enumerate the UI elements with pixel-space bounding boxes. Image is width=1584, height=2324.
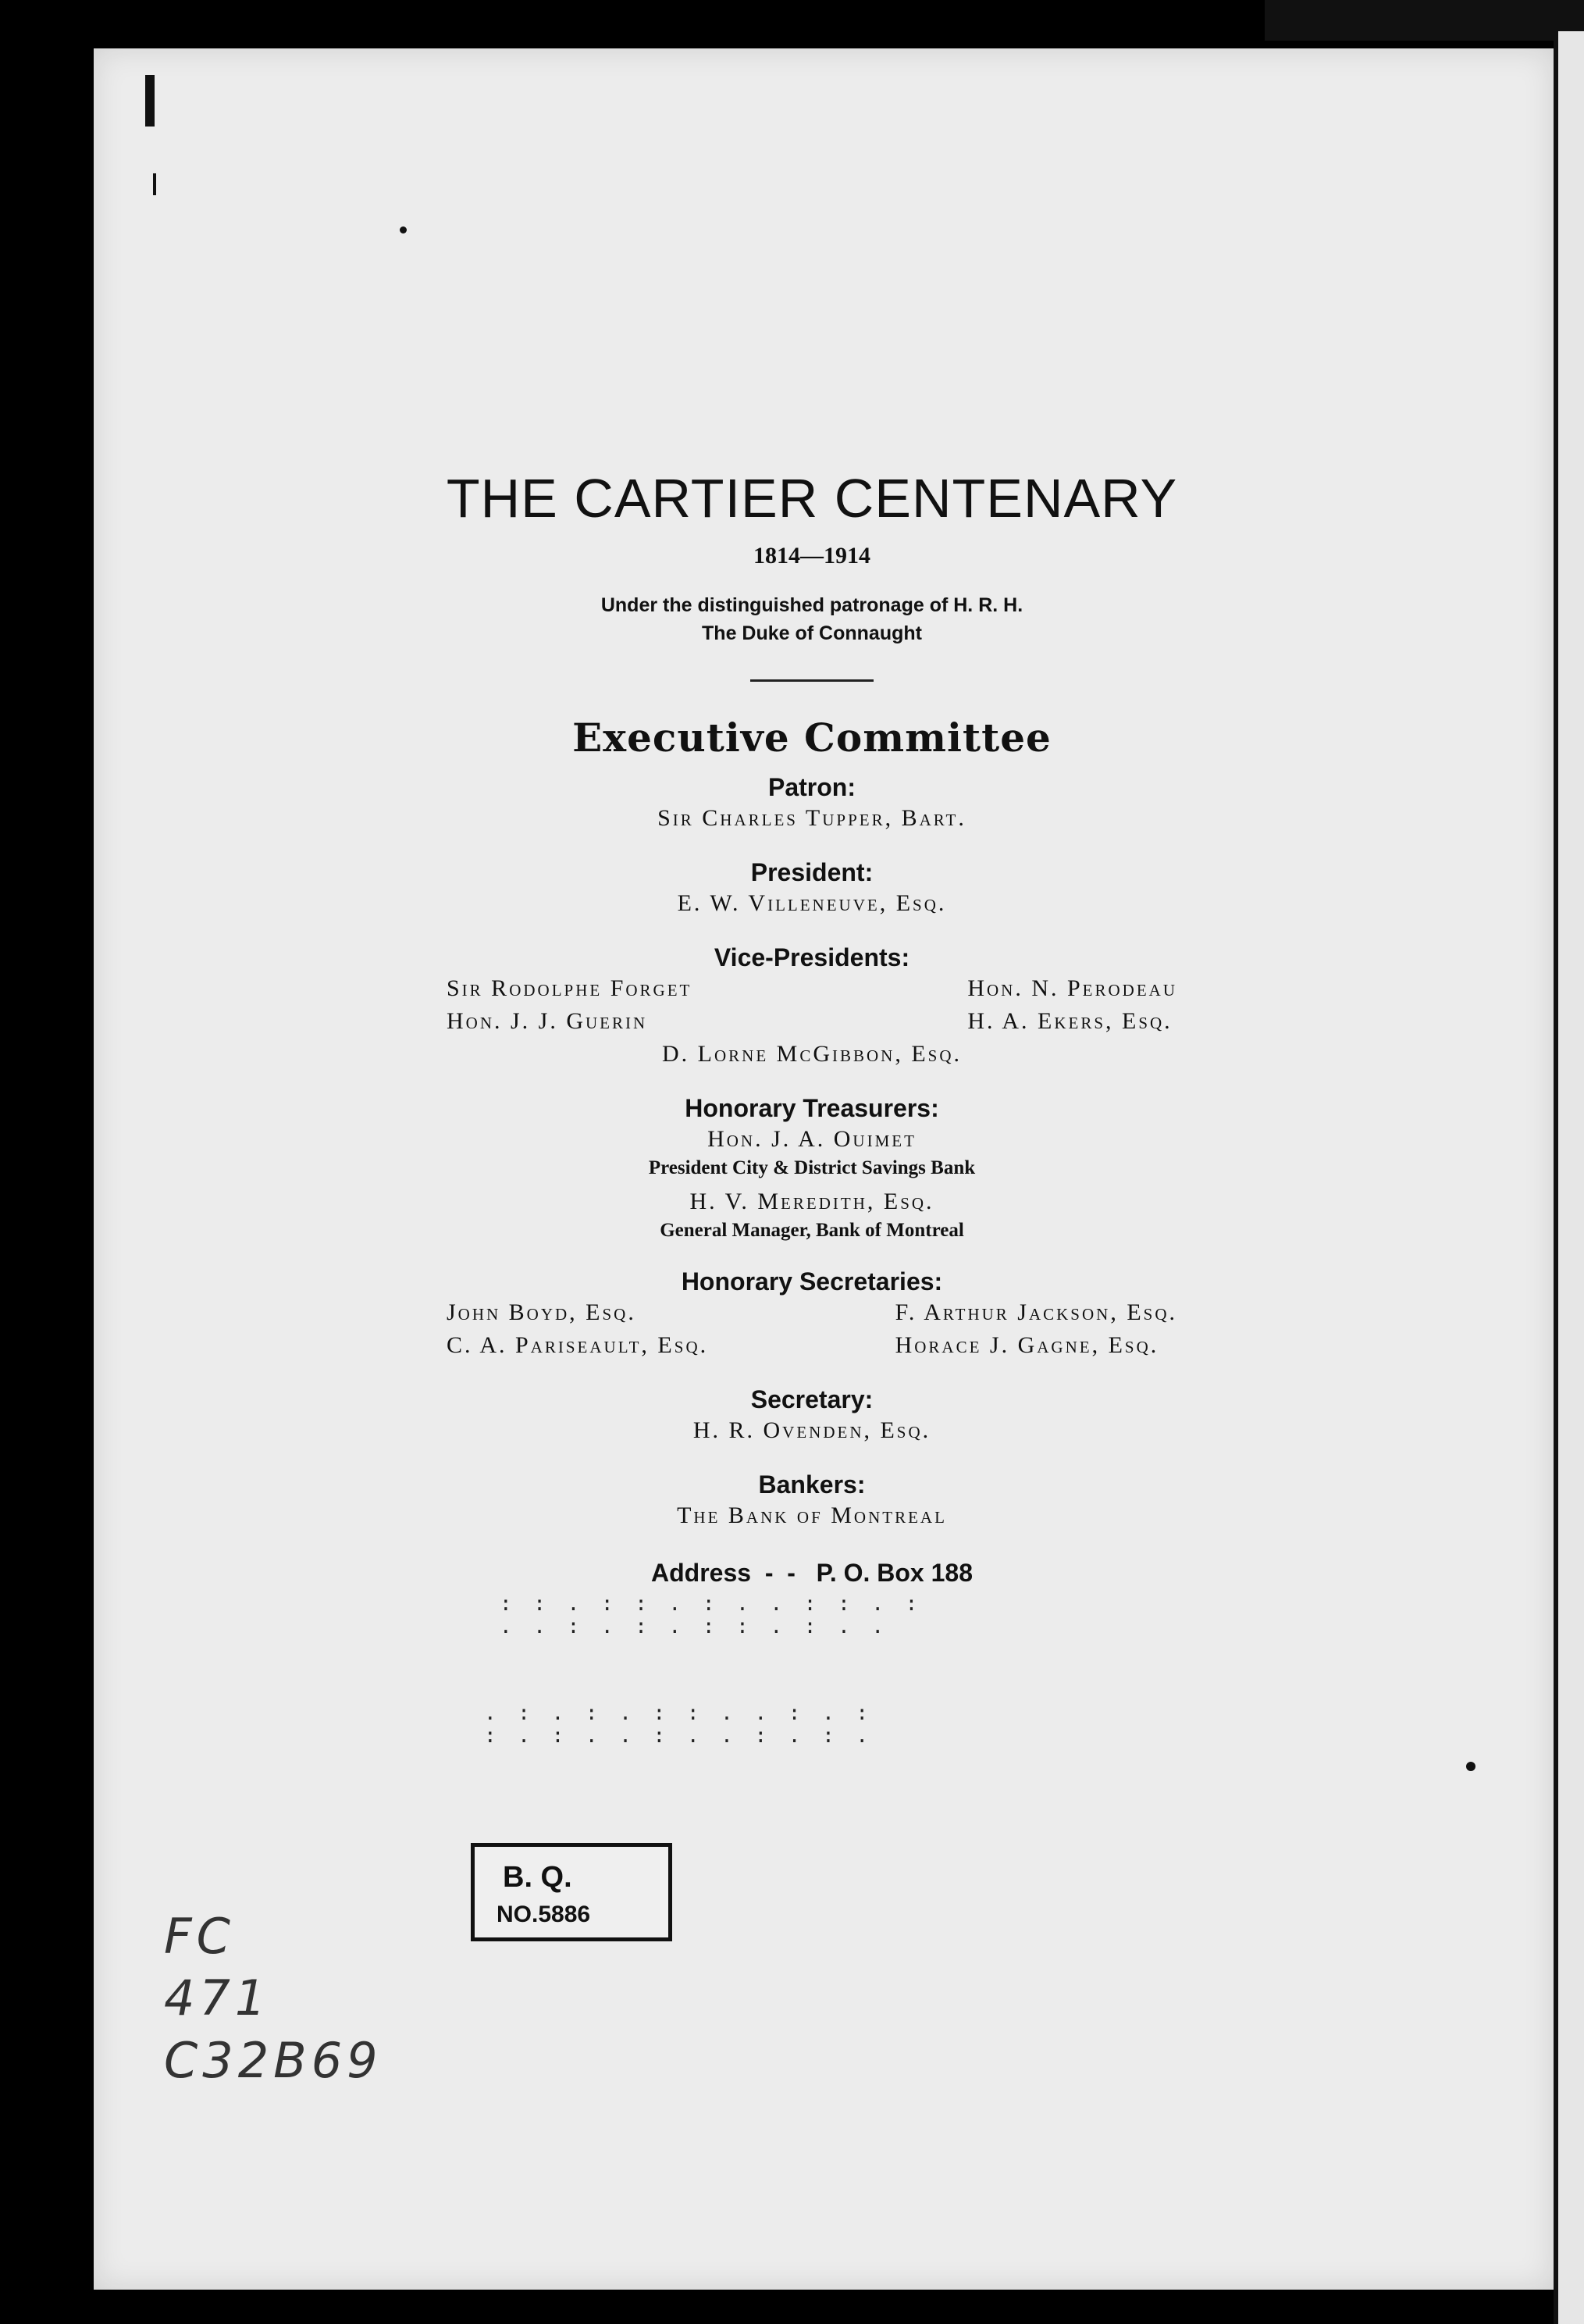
perforation-pattern: : : . : : . : . . : : . : . . : . : . : : . : . .: [500, 1592, 923, 1638]
hon-secretaries-heading: Honorary Secretaries:: [681, 1267, 943, 1296]
hon-secretaries-left: [447, 1296, 708, 1362]
address-label: Address: [651, 1558, 752, 1587]
address-line: [437, 1559, 1187, 1588]
treasurer-name: Hon. J. A. Ouimet: [707, 1125, 917, 1152]
committee-heading: Executive Committee: [572, 714, 1052, 761]
scan-mark: [400, 226, 407, 233]
scan-mark: [153, 173, 156, 195]
vice-presidents-list: [437, 972, 1187, 1038]
hon-secretaries-right: [895, 1296, 1177, 1362]
address-value: P. O. Box 188: [816, 1558, 973, 1587]
patronage-text: [437, 591, 1187, 648]
president-name: E. W. Villeneuve, Esq.: [677, 889, 947, 916]
vice-president-name: Sir Rodolphe Forget: [447, 975, 692, 1001]
hon-secretary-name: C. A. Pariseault, Esq.: [447, 1331, 709, 1358]
document-title: THE CARTIER CENTENARY: [446, 468, 1178, 529]
bankers-heading: Bankers:: [758, 1470, 866, 1499]
hon-secretary-name: John Boyd, Esq.: [447, 1299, 636, 1325]
vice-presidents-left: [447, 972, 692, 1038]
hon-secretaries-list: [437, 1296, 1187, 1362]
scan-border-top: [1265, 0, 1584, 41]
treasurer-role: General Manager, Bank of Montreal: [660, 1220, 964, 1241]
divider-rule: [750, 679, 874, 682]
president-heading: President:: [750, 857, 874, 886]
hon-secretary-name: Horace J. Gagne, Esq.: [895, 1331, 1159, 1358]
vice-presidents-heading: Vice-Presidents:: [714, 943, 910, 971]
hon-secretary-name: F. Arthur Jackson, Esq.: [895, 1299, 1177, 1325]
patron-name: Sir Charles Tupper, Bart.: [657, 804, 966, 831]
stamp-number: NO.5886: [497, 1902, 591, 1927]
library-stamp: [471, 1843, 672, 1941]
vice-presidents-right: [967, 972, 1177, 1038]
treasurers-heading: Honorary Treasurers:: [685, 1093, 939, 1122]
scan-mark: [145, 75, 155, 127]
centenary-years: 1814—1914: [753, 543, 870, 569]
perforation-pattern: . : . : . : : . . : . : : . : . . : . . : . : .: [484, 1702, 874, 1748]
handwritten-call-number: [164, 1905, 383, 2091]
vice-president-name: H. A. Ekers, Esq.: [967, 1007, 1173, 1034]
patronage-line: The Duke of Connaught: [702, 622, 922, 645]
call-number-line: 471: [164, 1969, 271, 2027]
vice-president-name: Hon. N. Perodeau: [967, 975, 1177, 1001]
treasurer-role: President City & District Savings Bank: [648, 1157, 976, 1178]
page-edge: [1554, 31, 1584, 2324]
secretary-heading: Secretary:: [750, 1385, 874, 1413]
call-number-line: FC: [164, 1908, 235, 1965]
stamp-bq: B. Q.: [503, 1861, 572, 1894]
document-body: [437, 469, 1187, 1588]
treasurer-name: H. V. Meredith, Esq.: [689, 1189, 934, 1214]
address-separator: - -: [757, 1558, 810, 1587]
scan-mark: [1466, 1762, 1475, 1771]
patronage-line: Under the distinguished patronage of H. R. H.: [600, 594, 1023, 616]
vice-president-name: Hon. J. J. Guerin: [447, 1007, 648, 1034]
vice-president-name: D. Lorne McGibbon, Esq.: [661, 1040, 962, 1067]
call-number-line: C32B69: [164, 2031, 383, 2089]
patron-heading: Patron:: [768, 772, 856, 801]
secretary-name: H. R. Ovenden, Esq.: [692, 1417, 931, 1443]
bankers-name: The Bank of Montreal: [677, 1502, 947, 1528]
